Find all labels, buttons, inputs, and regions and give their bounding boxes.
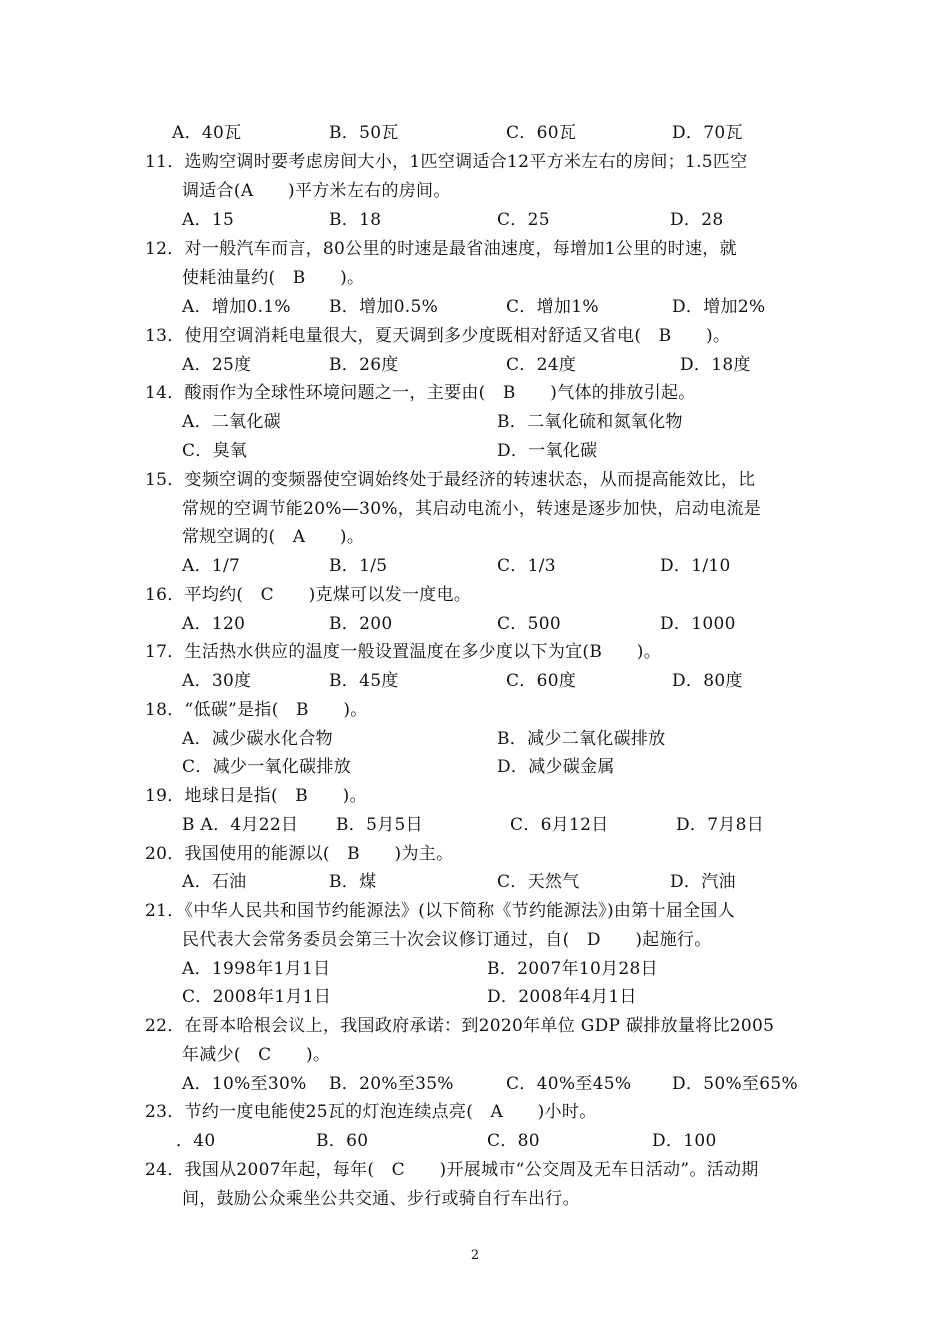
- q18-option-a: A．减少碳水化合物: [182, 729, 333, 749]
- q11-option-d: D．28: [670, 210, 724, 230]
- q12-option-d: D．增加2%: [672, 297, 766, 317]
- q21-option-d: D．2008年4月1日: [487, 987, 637, 1007]
- q22-option-b: B．20%至35%: [329, 1074, 454, 1094]
- q16-text-line1: 16．平均约( C )克煤可以发一度电。: [145, 585, 472, 605]
- q12-option-a: A．增加0.1%: [182, 297, 291, 317]
- q18-option-d: D．减少碳金属: [497, 757, 615, 777]
- q10-option-c: C．60瓦: [506, 123, 577, 143]
- q17-option-d: D．80度: [672, 671, 743, 691]
- q16-option-a: A．120: [182, 614, 246, 634]
- q13-option-d: D．18度: [680, 355, 751, 375]
- q19-option-a: B A．4月22日: [182, 815, 299, 835]
- q19-text-line1: 19．地球日是指( B )。: [145, 786, 367, 806]
- q14-text-line1: 14．酸雨作为全球性环境问题之一，主要由( B )气体的排放引起。: [145, 383, 696, 403]
- q22-text-line2: 年减少( C )。: [182, 1045, 331, 1065]
- q13-option-c: C．24度: [506, 355, 577, 375]
- q23-option-c: C．80: [487, 1131, 540, 1151]
- q22-text-line1: 22．在哥本哈根会议上，我国政府承诺：到2020年单位 GDP 碳排放量将比2005: [145, 1016, 775, 1036]
- q10-option-a: A．40瓦: [172, 123, 242, 143]
- q18-option-c: C．减少一氧化碳排放: [182, 757, 352, 777]
- q19-option-c: C．6月12日: [510, 815, 609, 835]
- q24-text-line1: 24．我国从2007年起，每年( C )开展城市“公交周及无车日活动”。活动期: [145, 1160, 759, 1180]
- q21-option-a: A．1998年1月1日: [182, 959, 331, 979]
- q19-option-b: B．5月5日: [336, 815, 423, 835]
- q18-option-b: B．减少二氧化碳排放: [497, 729, 666, 749]
- q17-text-line1: 17．生活热水供应的温度一般设置温度在多少度以下为宜(B )。: [145, 642, 661, 662]
- q23-option-a: ．40: [176, 1131, 216, 1151]
- q15-option-a: A．1/7: [182, 556, 241, 576]
- q17-option-c: C．60度: [506, 671, 577, 691]
- q14-option-c: C．臭氧: [182, 441, 248, 461]
- q20-option-d: D．汽油: [670, 872, 736, 892]
- q15-option-c: C．1/3: [497, 556, 556, 576]
- q11-option-a: A．15: [182, 210, 235, 230]
- q20-text-line1: 20．我国使用的能源以( B )为主。: [145, 844, 454, 864]
- q17-option-b: B．45度: [329, 671, 399, 691]
- q21-text-line1: 21．《中华人民共和国节约能源法》(以下简称《节约能源法》)由第十届全国人: [145, 901, 735, 921]
- q12-text-line1: 12．对一般汽车而言，80公里的时速是最省油速度，每增加1公里的时速，就: [145, 239, 737, 259]
- q15-text-line1: 15．变频空调的变频器使空调始终处于最经济的转速状态，从而提高能效比，比: [145, 470, 756, 490]
- q15-option-d: D．1/10: [660, 556, 731, 576]
- q18-text-line1: 18．“低碳”是指( B )。: [145, 700, 368, 720]
- q14-option-a: A．二氧化碳: [182, 412, 282, 432]
- q19-option-d: D．7月8日: [676, 815, 765, 835]
- q12-option-b: B．增加0.5%: [329, 297, 439, 317]
- q14-option-d: D．一氧化碳: [497, 441, 598, 461]
- q11-text-line2: 调适合(A )平方米左右的房间。: [182, 181, 451, 201]
- q20-option-b: B．煤: [329, 872, 377, 892]
- q22-option-a: A．10%至30%: [182, 1074, 307, 1094]
- q15-text-line3: 常规空调的( A )。: [182, 527, 365, 547]
- q13-option-b: B．26度: [329, 355, 399, 375]
- q23-option-d: D．100: [652, 1131, 717, 1151]
- q11-option-b: B．18: [329, 210, 382, 230]
- q13-option-a: A．25度: [182, 355, 252, 375]
- q21-option-c: C．2008年1月1日: [182, 987, 332, 1007]
- q23-text-line1: 23．节约一度电能使25瓦的灯泡连续点亮( A )小时。: [145, 1102, 597, 1122]
- q12-text-line2: 使耗油量约( B )。: [182, 268, 365, 288]
- q20-option-c: C．天然气: [497, 872, 580, 892]
- q16-option-b: B．200: [329, 614, 393, 634]
- q11-option-c: C．25: [497, 210, 550, 230]
- q23-option-b: B．60: [316, 1131, 369, 1151]
- q22-option-d: D．50%至65%: [672, 1074, 798, 1094]
- q21-text-line2: 民代表大会常务委员会第三十次会议修订通过，自( D )起施行。: [182, 930, 712, 950]
- page-number: 2: [470, 1248, 480, 1263]
- q15-text-line2: 常规的空调节能20%—30%，其启动电流小，转速是逐步加快，启动电流是: [182, 499, 762, 519]
- q16-option-c: C．500: [497, 614, 561, 634]
- q20-option-a: A．石油: [182, 872, 247, 892]
- q17-option-a: A．30度: [182, 671, 252, 691]
- q21-option-b: B．2007年10月28日: [487, 959, 658, 979]
- q10-option-b: B．50瓦: [329, 123, 399, 143]
- q11-text-line1: 11．选购空调时要考虑房间大小，1匹空调适合12平方米左右的房间；1.5匹空: [145, 152, 748, 172]
- q14-option-b: B．二氧化硫和氮氧化物: [497, 412, 683, 432]
- q13-text-line1: 13．使用空调消耗电量很大，夏天调到多少度既相对舒适又省电( B )。: [145, 326, 731, 346]
- q15-option-b: B．1/5: [329, 556, 388, 576]
- q22-option-c: C．40%至45%: [506, 1074, 632, 1094]
- q16-option-d: D．1000: [660, 614, 736, 634]
- q10-option-d: D．70瓦: [672, 123, 743, 143]
- q24-text-line2: 间，鼓励公众乘坐公共交通、步行或骑自行车出行。: [182, 1189, 580, 1209]
- q12-option-c: C．增加1%: [506, 297, 599, 317]
